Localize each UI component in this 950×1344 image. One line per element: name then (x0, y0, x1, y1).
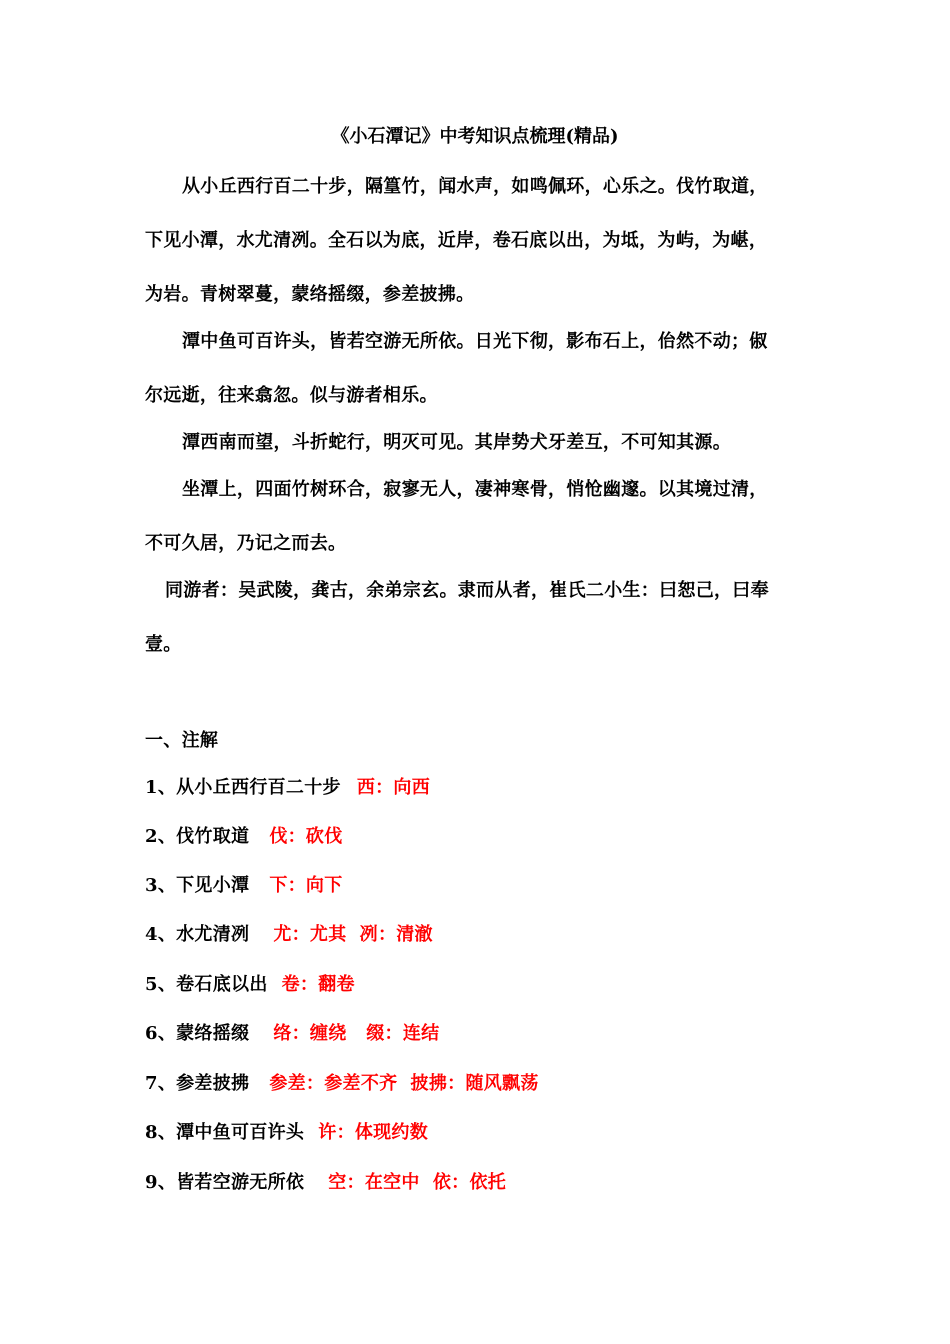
note-item (145, 922, 433, 948)
note-phrase: 3、下见小潭 (145, 875, 250, 896)
note-item (145, 873, 343, 899)
document-title: 《小石潭记》中考知识点梳理(精品) (331, 126, 619, 147)
note-phrase: 6、蒙络摇缀 (145, 1023, 250, 1044)
note-item (145, 972, 355, 998)
note-phrase: 9、皆若空游无所依 (145, 1172, 305, 1193)
note-phrase: 7、参差披拂 (145, 1073, 250, 1094)
note-gloss: 尤：尤其 冽：清澈 (273, 924, 433, 945)
note-gloss: 卷：翻卷 (281, 974, 355, 995)
note-item (145, 1170, 506, 1196)
note-item (145, 824, 343, 850)
passage-line: 为岩。青树翠蔓，蒙络摇缀，参差披拂。 (145, 284, 475, 305)
passage-line: 壹。 (145, 634, 182, 655)
passage-line: 从小丘西行百二十步，隔篁竹，闻水声，如鸣佩环，心乐之。伐竹取道， (182, 176, 768, 197)
note-item (145, 1071, 539, 1097)
note-gloss: 下：向下 (269, 875, 343, 896)
passage-line: 不可久居，乃记之而去。 (145, 533, 347, 554)
note-gloss: 参差：参差不齐 披拂：随风飘荡 (269, 1073, 539, 1094)
note-phrase: 4、水尤清冽 (145, 924, 250, 945)
note-item (145, 775, 430, 801)
note-item (145, 1120, 428, 1146)
note-gloss: 许：体现约数 (318, 1122, 429, 1143)
note-phrase: 8、潭中鱼可百许头 (145, 1122, 305, 1143)
passage-line: 下见小潭，水尤清冽。全石以为底，近岸，卷石底以出，为坻，为屿，为嵁， (145, 230, 768, 251)
passage-line: 坐潭上，四面竹树环合，寂寥无人，凄神寒骨，悄怆幽邃。以其境过清， (182, 479, 768, 500)
note-phrase: 2、伐竹取道 (145, 826, 250, 847)
passage-line: 同游者：吴武陵，龚古，余弟宗玄。隶而从者，崔氏二小生：曰恕己，曰奉 (165, 580, 769, 601)
note-gloss: 空：在空中 依：依托 (328, 1172, 507, 1193)
note-phrase: 5、卷石底以出 (145, 974, 268, 995)
note-gloss: 络：缠绕 缀：连结 (273, 1023, 440, 1044)
note-gloss: 西：向西 (356, 777, 431, 798)
passage-line: 潭西南而望，斗折蛇行，明灭可见。其岸势犬牙差互，不可知其源。 (182, 432, 731, 453)
note-item (145, 1021, 439, 1047)
section-heading: 一、注解 (145, 730, 219, 751)
passage-line: 潭中鱼可百许头，皆若空游无所依。日光下彻，影布石上，佁然不动；俶 (182, 331, 768, 352)
passage-line: 尔远逝，往来翕忽。似与游者相乐。 (145, 385, 438, 406)
note-gloss: 伐：砍伐 (269, 826, 343, 847)
note-phrase: 1、从小丘西行百二十步 (145, 777, 341, 798)
